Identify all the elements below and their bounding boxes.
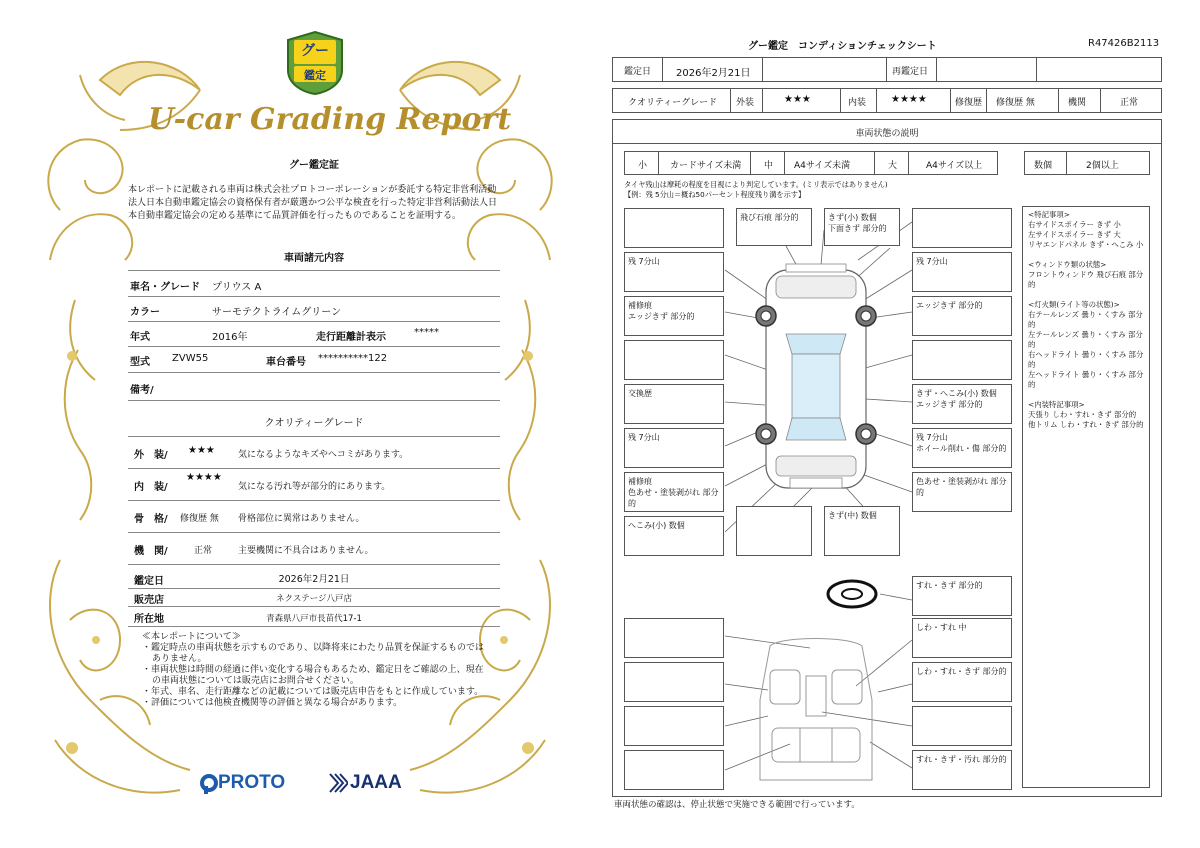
frame-label: 骨 格/ xyxy=(134,514,168,525)
certificate-title: グー鑑定証 xyxy=(289,160,339,171)
divider xyxy=(128,296,500,297)
steering-wheel-icon xyxy=(828,581,876,607)
damage-box-r5: 残 7分山 ホイール削れ・傷 部分的 xyxy=(912,428,1012,468)
engine-value: 正常 xyxy=(1120,98,1139,108)
model-label: 型式 xyxy=(130,357,150,368)
car-interior-icon xyxy=(760,639,872,781)
frame-desc: 骨格部位に異常はありません。 xyxy=(238,514,365,524)
badge-top-text: グー xyxy=(301,43,329,59)
damage-box-r3 xyxy=(912,340,1012,380)
mileage-value: ***** xyxy=(414,327,439,338)
jaaa-logo-icon xyxy=(328,772,348,794)
damage-box-r1: 残 7分山 xyxy=(912,252,1012,292)
engine-desc: 主要機関に不具合はありません。 xyxy=(238,546,374,556)
size-mid-label: 中 xyxy=(764,161,774,171)
damage-box-l2: 補修痕 エッジきず 部分的 xyxy=(624,296,724,336)
divider xyxy=(128,626,500,627)
exterior-stars: ★★★ xyxy=(188,445,215,456)
size-large-desc: A4サイズ以上 xyxy=(926,161,983,171)
condition-title: 車両状態の説明 xyxy=(855,129,919,139)
divider xyxy=(128,564,500,565)
damage-box-top-1: 飛び石痕 部分的 xyxy=(736,208,812,246)
damage-box-r2: エッジきず 部分的 xyxy=(912,296,1012,336)
damage-box-bottom-2: きず(中) 数個 xyxy=(824,506,900,556)
car-name-label: 車名・グレード xyxy=(130,282,200,293)
interior-box-l4 xyxy=(624,750,724,790)
damage-box-top-2: きず(小) 数個 下面きず 部分的 xyxy=(824,208,900,246)
divider xyxy=(128,270,500,271)
damage-box-l4: 交換歴 xyxy=(624,384,724,424)
interior-desc: 気になる汚れ等が部分的にあります。 xyxy=(238,482,391,492)
interior-label: 内 装/ xyxy=(134,482,168,493)
damage-box-r0 xyxy=(912,208,1012,248)
proto-logo-icon xyxy=(200,774,218,794)
interior-stars: ★★★★ xyxy=(186,472,222,483)
condition-check-sheet xyxy=(600,0,1200,848)
repair-label: 修復歴 xyxy=(955,98,983,108)
engine-value: 正常 xyxy=(194,546,213,556)
damage-box-l6: 補修痕 色あせ・塗装剥がれ 部分的 xyxy=(624,472,724,512)
interior-box-r1: しわ・すれ 中 xyxy=(912,618,1012,658)
interior-box-l1 xyxy=(624,618,724,658)
divider xyxy=(128,500,500,501)
exterior-label: 外 装/ xyxy=(134,450,168,461)
model-value: ZVW55 xyxy=(172,353,209,364)
address-value: 青森県八戸市長苗代17-1 xyxy=(266,614,362,624)
sheet-footer: 車両状態の確認は、停止状態で実施できる範囲で行っています。 xyxy=(614,800,860,810)
address-label: 所在地 xyxy=(134,614,164,625)
shop-label: 販売店 xyxy=(134,595,164,606)
certificate-statement: 本レポートに記載される車両は株式会社プロトコーポレーションが委託する特定非営利活動法人日本自動車鑑定協会の資格保有者が厳選かつ公平な検査を行った特定非営利活動法人日本自動車鑑定協会の定める基準にて品質評価を行ったものであることを証明する。 xyxy=(128,185,498,221)
date-label: 鑑定日 xyxy=(624,67,652,77)
year-value: 2016年 xyxy=(212,332,248,343)
damage-box-l7: へこみ(小) 数個 xyxy=(624,516,724,556)
remarks-label: 備考/ xyxy=(130,385,154,396)
spec-section-title: 車両諸元内容 xyxy=(284,253,344,264)
reinspect-label: 再鑑定日 xyxy=(892,67,929,77)
divider xyxy=(128,321,500,322)
jaaa-logo-text: JAAA xyxy=(350,772,402,793)
repair-value: 修復歴 無 xyxy=(996,98,1035,108)
note-item: ・年式、車名、走行距離などの記載については販売店申告をもとに作成しています。 xyxy=(142,687,484,697)
color-label: カラー xyxy=(130,307,160,318)
divider xyxy=(128,588,500,589)
count-label: 数個 xyxy=(1034,161,1053,171)
interior-stars: ★★★★ xyxy=(891,94,927,105)
sheet-id: R47426B2113 xyxy=(1088,38,1160,49)
engine-label: 機関 xyxy=(1068,98,1087,108)
quality-section-title: クオリティーグレード xyxy=(264,418,364,429)
damage-box-r4: きず・へこみ(小) 数個 エッジきず 部分的 xyxy=(912,384,1012,424)
divider xyxy=(128,532,500,533)
damage-box-l5: 残 7分山 xyxy=(624,428,724,468)
damage-box-l0 xyxy=(624,208,724,248)
mileage-label: 走行距離計表示 xyxy=(316,332,386,343)
divider xyxy=(128,436,500,437)
damage-box-bottom-1 xyxy=(736,506,812,556)
count-desc: 2個以上 xyxy=(1086,161,1119,171)
size-small-label: 小 xyxy=(638,161,648,171)
divider xyxy=(128,400,500,401)
tire-note: タイヤ残山は摩耗の程度を目視により判定しています。(ミリ表示ではありません) xyxy=(624,180,888,189)
exterior-desc: 気になるようなキズやヘコミがあります。 xyxy=(238,450,409,460)
note-item: ・車両状態は時間の経過に伴い変化する場合もあるため、鑑定日をご確認の上、現在の車両状態については販売店にお問合せください。 xyxy=(142,665,484,686)
divider xyxy=(128,468,500,469)
year-label: 年式 xyxy=(130,332,150,343)
script-title: U-car Grading Report xyxy=(148,102,512,137)
engine-label: 機 関/ xyxy=(134,546,168,557)
exterior-stars: ★★★ xyxy=(784,94,811,105)
chassis-label: 車台番号 xyxy=(266,357,306,368)
sheet-title: グー鑑定 コンディションチェックシート xyxy=(748,41,937,52)
steering-box: すれ・きず 部分的 xyxy=(912,576,1012,616)
special-notes: <特記事項> 右サイドスポイラー きず 小 左サイドスポイラー きず 大 リヤエンドパネル きず・へこみ 小 <ウィンドウ類の状態> フロントウィンドウ 飛び石痕 部分的 <灯火類(ライト等の状態)> 右テールレンズ 曇り・くすみ 部分的 左テールレンズ 曇り・くすみ 部分的 右ヘッドライト 曇り・くすみ 部分的 左ヘッドライト 曇り・くすみ 部分的 <内装特記事項> 天張り しわ・すれ・きず 部分的 他トリム しわ・すれ・きず 部分的 xyxy=(1028,210,1144,429)
size-small-desc: カードサイズ未満 xyxy=(670,161,742,171)
inspection-date-label: 鑑定日 xyxy=(134,576,164,587)
damage-box-r6: 色あせ・塗装剥がれ 部分的 xyxy=(912,472,1012,512)
notes-title: ≪本レポートについて≫ xyxy=(142,632,241,642)
date-value: 2026年2月21日 xyxy=(676,68,751,79)
divider xyxy=(128,606,500,607)
exterior-label: 外装 xyxy=(736,98,755,108)
shop-value: ネクステージ八戸店 xyxy=(275,594,353,604)
interior-box-l3 xyxy=(624,706,724,746)
interior-label: 内装 xyxy=(848,98,867,108)
interior-box-r2: しわ・すれ・きず 部分的 xyxy=(912,662,1012,702)
quality-grade-label: クオリティーグレード xyxy=(628,98,718,108)
size-mid-desc: A4サイズ未満 xyxy=(794,161,851,171)
badge-bottom-text: 鑑定 xyxy=(304,69,326,82)
damage-box-l3 xyxy=(624,340,724,380)
note-item: ・評価については他検査機関等の評価と異なる場合があります。 xyxy=(142,698,403,708)
divider xyxy=(128,372,500,373)
chassis-value: **********122 xyxy=(318,353,388,364)
car-top-view-icon xyxy=(766,264,866,488)
divider xyxy=(128,346,500,347)
tire-example: 【例：残 5分山＝概ね50パーセント程度残り溝を示す】 xyxy=(624,190,806,199)
inspection-date-value: 2026年2月21日 xyxy=(278,574,350,585)
size-large-label: 大 xyxy=(888,161,898,171)
interior-box-r3 xyxy=(912,706,1012,746)
interior-box-r4: すれ・きず・汚れ 部分的 xyxy=(912,750,1012,790)
car-name-value: プリウス A xyxy=(212,282,262,293)
proto-logo-text: PROTO xyxy=(218,772,286,793)
note-item: ・鑑定時点の車両状態を示すものであり、以降将来にわたり品質を保証するものではありません。 xyxy=(142,643,485,664)
damage-box-l1: 残 7分山 xyxy=(624,252,724,292)
report-notes xyxy=(142,632,492,709)
interior-box-l2 xyxy=(624,662,724,702)
color-value: サーモテクトライムグリーン xyxy=(212,307,342,318)
frame-value: 修復歴 無 xyxy=(180,514,219,524)
